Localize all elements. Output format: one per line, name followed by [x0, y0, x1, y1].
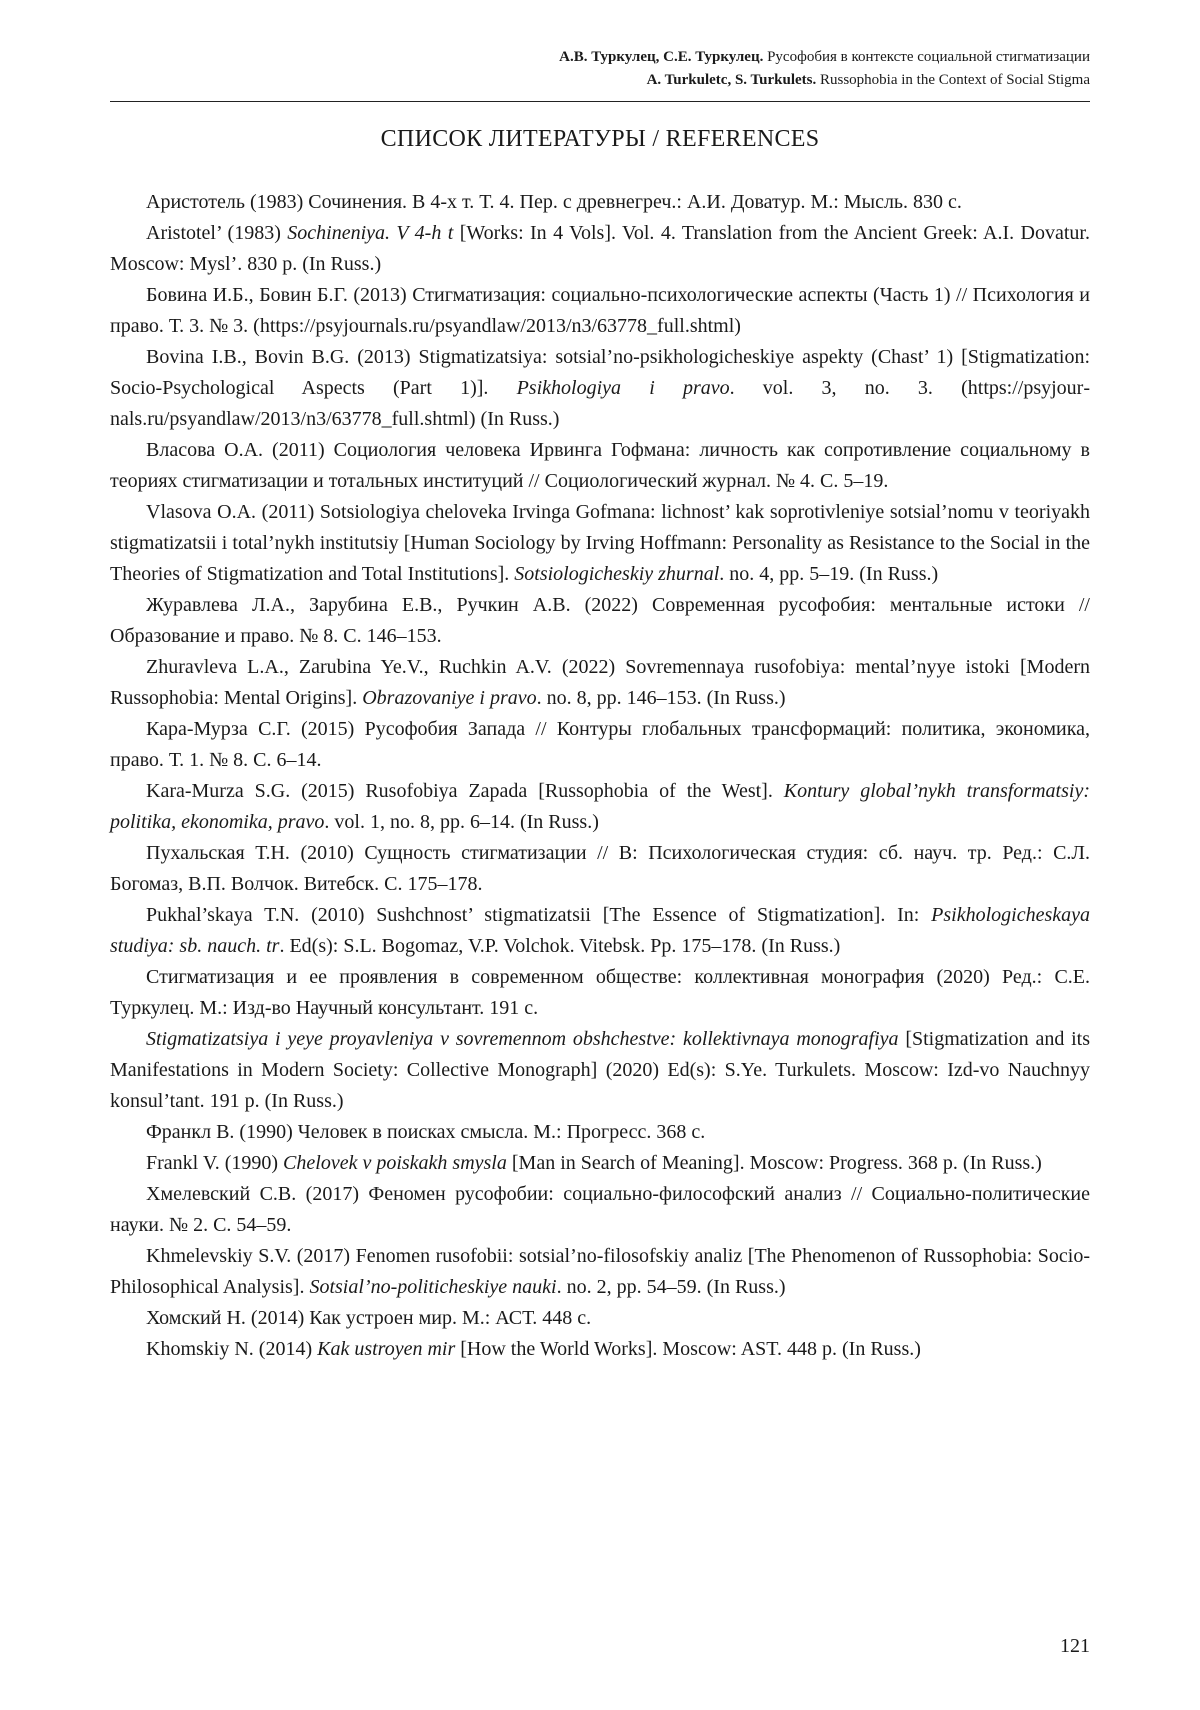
reference-entry — [110, 187, 1090, 218]
reference-text: [How the World Works]. Moscow: AST. 448 p. (In Russ.) — [455, 1338, 921, 1360]
reference-entry — [110, 497, 1090, 590]
reference-text: Франкл В. (1990) Человек в поисках смысла. М.: Прогресс. 368 с. — [146, 1121, 706, 1143]
reference-entry — [110, 1148, 1090, 1179]
reference-entry — [110, 714, 1090, 776]
section-title: СПИСОК ЛИТЕРАТУРЫ / REFERENCES — [380, 126, 820, 152]
reference-text: Bovina I.B., Bovin B.G. (2013) Stigmatizatsiya: sotsial’no-psikhologicheskiye aspekty (Chast’ 1) [Stigmatization: Socio-Psychological Aspects (Part 1)]. — [110, 346, 1090, 399]
reference-entry — [110, 280, 1090, 342]
reference-entry — [110, 962, 1090, 1024]
reference-text: . no. 8, pp. 146–153. (In Russ.) — [536, 687, 786, 709]
reference-italic-text: Stigmatizatsiya i yeye proyavleniya v sovremennom obshchestve: kollektivnaya monografiya — [146, 1028, 899, 1050]
reference-italic-text: Kontury global’nykh transformatsiy: politika, ekonomika, pravo — [110, 780, 1090, 833]
reference-text: . no. 4, pp. 5–19. (In Russ.) — [719, 563, 939, 585]
reference-entry — [110, 218, 1090, 280]
header-authors-en: A. Turkuletc, S. Turkulets. — [646, 72, 817, 88]
reference-entry — [110, 1334, 1090, 1365]
reference-text: [Man in Search of Meaning]. Moscow: Progress. 368 p. (In Russ.) — [506, 1152, 1042, 1174]
reference-entry — [110, 435, 1090, 497]
reference-italic-text: Sochineniya. V 4-h t — [287, 222, 454, 244]
page-number: 121 — [1060, 1635, 1090, 1657]
reference-text: Frankl V. (1990) — [146, 1152, 284, 1174]
reference-text: Kara-Murza S.G. (2015) Rusofobiya Zapada [Russophobia of the West]. — [146, 780, 784, 802]
reference-text: . Ed(s): S.L. Bogomaz, V.P. Volchok. Vitebsk. Pp. 175–178. (In Russ.) — [279, 935, 841, 957]
header-line-ru — [110, 46, 1090, 69]
reference-text: Zhuravleva L.A., Zarubina Ye.V., Ruchkin A.V. (2022) Sovremennaya rusofobiya: mental’nyye istoki [Modern Russophobia: Mental Origins]. — [110, 656, 1090, 709]
reference-text: Хмелевский С.В. (2017) Феномен русофобии: социально-философский анализ // Социально-политические науки. № 2. С. 54–59. — [110, 1183, 1090, 1236]
reference-entry — [110, 1303, 1090, 1334]
reference-entry — [110, 1024, 1090, 1117]
reference-text: . no. 2, pp. 54–59. (In Russ.) — [556, 1276, 786, 1298]
reference-entry — [110, 590, 1090, 652]
reference-italic-text: Kak ustroyen mir — [317, 1338, 456, 1360]
reference-entry — [110, 652, 1090, 714]
reference-text: Стигматизация и ее проявления в современном обществе: коллективная монография (2020) Ред.: С.Е. Туркулец. М.: Изд-во Научный консультант. 191 с. — [110, 966, 1090, 1019]
reference-text: Pukhal’skaya T.N. (2010) Sushchnost’ stigmatizatsii [The Essence of Stigmatization]. In: — [146, 904, 932, 926]
reference-text: Хомский Н. (2014) Как устроен мир. М.: АСТ. 448 с. — [146, 1307, 592, 1329]
reference-text: Vlasova O.A. (2011) Sotsiologiya cheloveka Irvinga Gofmana: lichnost’ kak soprotivleniye sotsial’nomu v teoriyakh stigmatizatsii i total’nykh institutsiy [Human Sociology by Irving Hoffmann: Personality as Resistance to the Social in the Theories of Stigmatization and Total Institutions]. — [110, 501, 1090, 585]
reference-list — [110, 187, 1090, 1365]
reference-text: Khomskiy N. (2014) — [146, 1338, 318, 1360]
reference-italic-text: Chelovek v poiskakh smysla — [283, 1152, 507, 1174]
reference-italic-text: Psikhologicheskaya studiya: sb. nauch. tr — [110, 904, 1090, 957]
header-authors-ru: А.В. Туркулец, С.Е. Туркулец. — [559, 49, 764, 65]
header-line-en — [110, 69, 1090, 92]
reference-text: Журавлева Л.А., Зарубина Е.В., Ручкин А.В. (2022) Современная русофобия: ментальные истоки // Образование и право. № 8. С. 146–153. — [110, 594, 1090, 647]
reference-entry — [110, 900, 1090, 962]
reference-text: [Stigmatization and its Manifestations in Modern Society: Collective Monograph] (2020) Ed(s): S.Ye. Turkulets. Moscow: Izd-vo Nauchnyy konsul’tant. 191 p. (In Russ.) — [110, 1028, 1090, 1112]
reference-italic-text: Psikhologiya i pravo — [516, 377, 730, 399]
reference-text: Бовина И.Б., Бовин Б.Г. (2013) Стигматизация: социально-психологические аспекты (Часть 1) // Психология и право. Т. 3. № 3. (https://psyjournals.ru/psyandlaw/2013/n3/63778_full.shtml) — [110, 284, 1090, 337]
reference-text: Khmelevskiy S.V. (2017) Fenomen rusofobii: sotsial’no-filosofskiy analiz [The Phenomenon of Russophobia: Socio-Philosophical Analysis]. — [110, 1245, 1090, 1298]
reference-entry — [110, 1241, 1090, 1303]
reference-italic-text: Sotsial’no-politicheskiye nauki — [309, 1276, 557, 1298]
reference-italic-text: Obrazovaniye i pravo — [362, 687, 537, 709]
reference-text: Пухальская Т.Н. (2010) Сущность стигматизации // В: Психологическая студия: сб. науч. тр. Ред.: С.Л. Богомаз, В.П. Волчок. Витебск. С. 175–178. — [110, 842, 1090, 895]
reference-text: Кара-Мурза С.Г. (2015) Русофобия Запада // Контуры глобальных трансформаций: политика, экономика, право. Т. 1. № 8. С. 6–14. — [110, 718, 1090, 771]
reference-text: . vol. 3, no. 3. (https://psyjournals.ru/psyandlaw/2013/n3/63778_full.shtml) (In Russ.) — [110, 377, 1090, 430]
header-title-ru: Русофобия в контексте социальной стигматизации — [763, 49, 1090, 65]
reference-entry — [110, 776, 1090, 838]
running-header — [110, 46, 1090, 92]
reference-entry — [110, 1117, 1090, 1148]
reference-text: Аристотель (1983) Сочинения. В 4-х т. Т. 4. Пер. с древнегреч.: А.И. Доватур. М.: Мысль. 830 с. — [146, 191, 962, 213]
reference-text: Власова О.А. (2011) Социология человека Ирвинга Гофмана: личность как сопротивление социальному в теориях стигматизации и тотальных институций // Социологический журнал. № 4. С. 5–19. — [110, 439, 1090, 492]
reference-entry — [110, 838, 1090, 900]
header-title-en: Russophobia in the Context of Social Stigma — [816, 72, 1090, 88]
reference-text: Aristotel’ (1983) — [146, 222, 288, 244]
reference-italic-text: Sotsiologicheskiy zhurnal — [514, 563, 720, 585]
reference-text: [Works: In 4 Vols]. Vol. 4. Translation from the Ancient Greek: A.I. Dovatur. Moscow: Mysl’. 830 p. (In Russ.) — [110, 222, 1090, 275]
reference-entry — [110, 1179, 1090, 1241]
reference-text: . vol. 1, no. 8, pp. 6–14. (In Russ.) — [324, 811, 599, 833]
reference-entry — [110, 342, 1090, 435]
header-divider — [110, 101, 1090, 102]
